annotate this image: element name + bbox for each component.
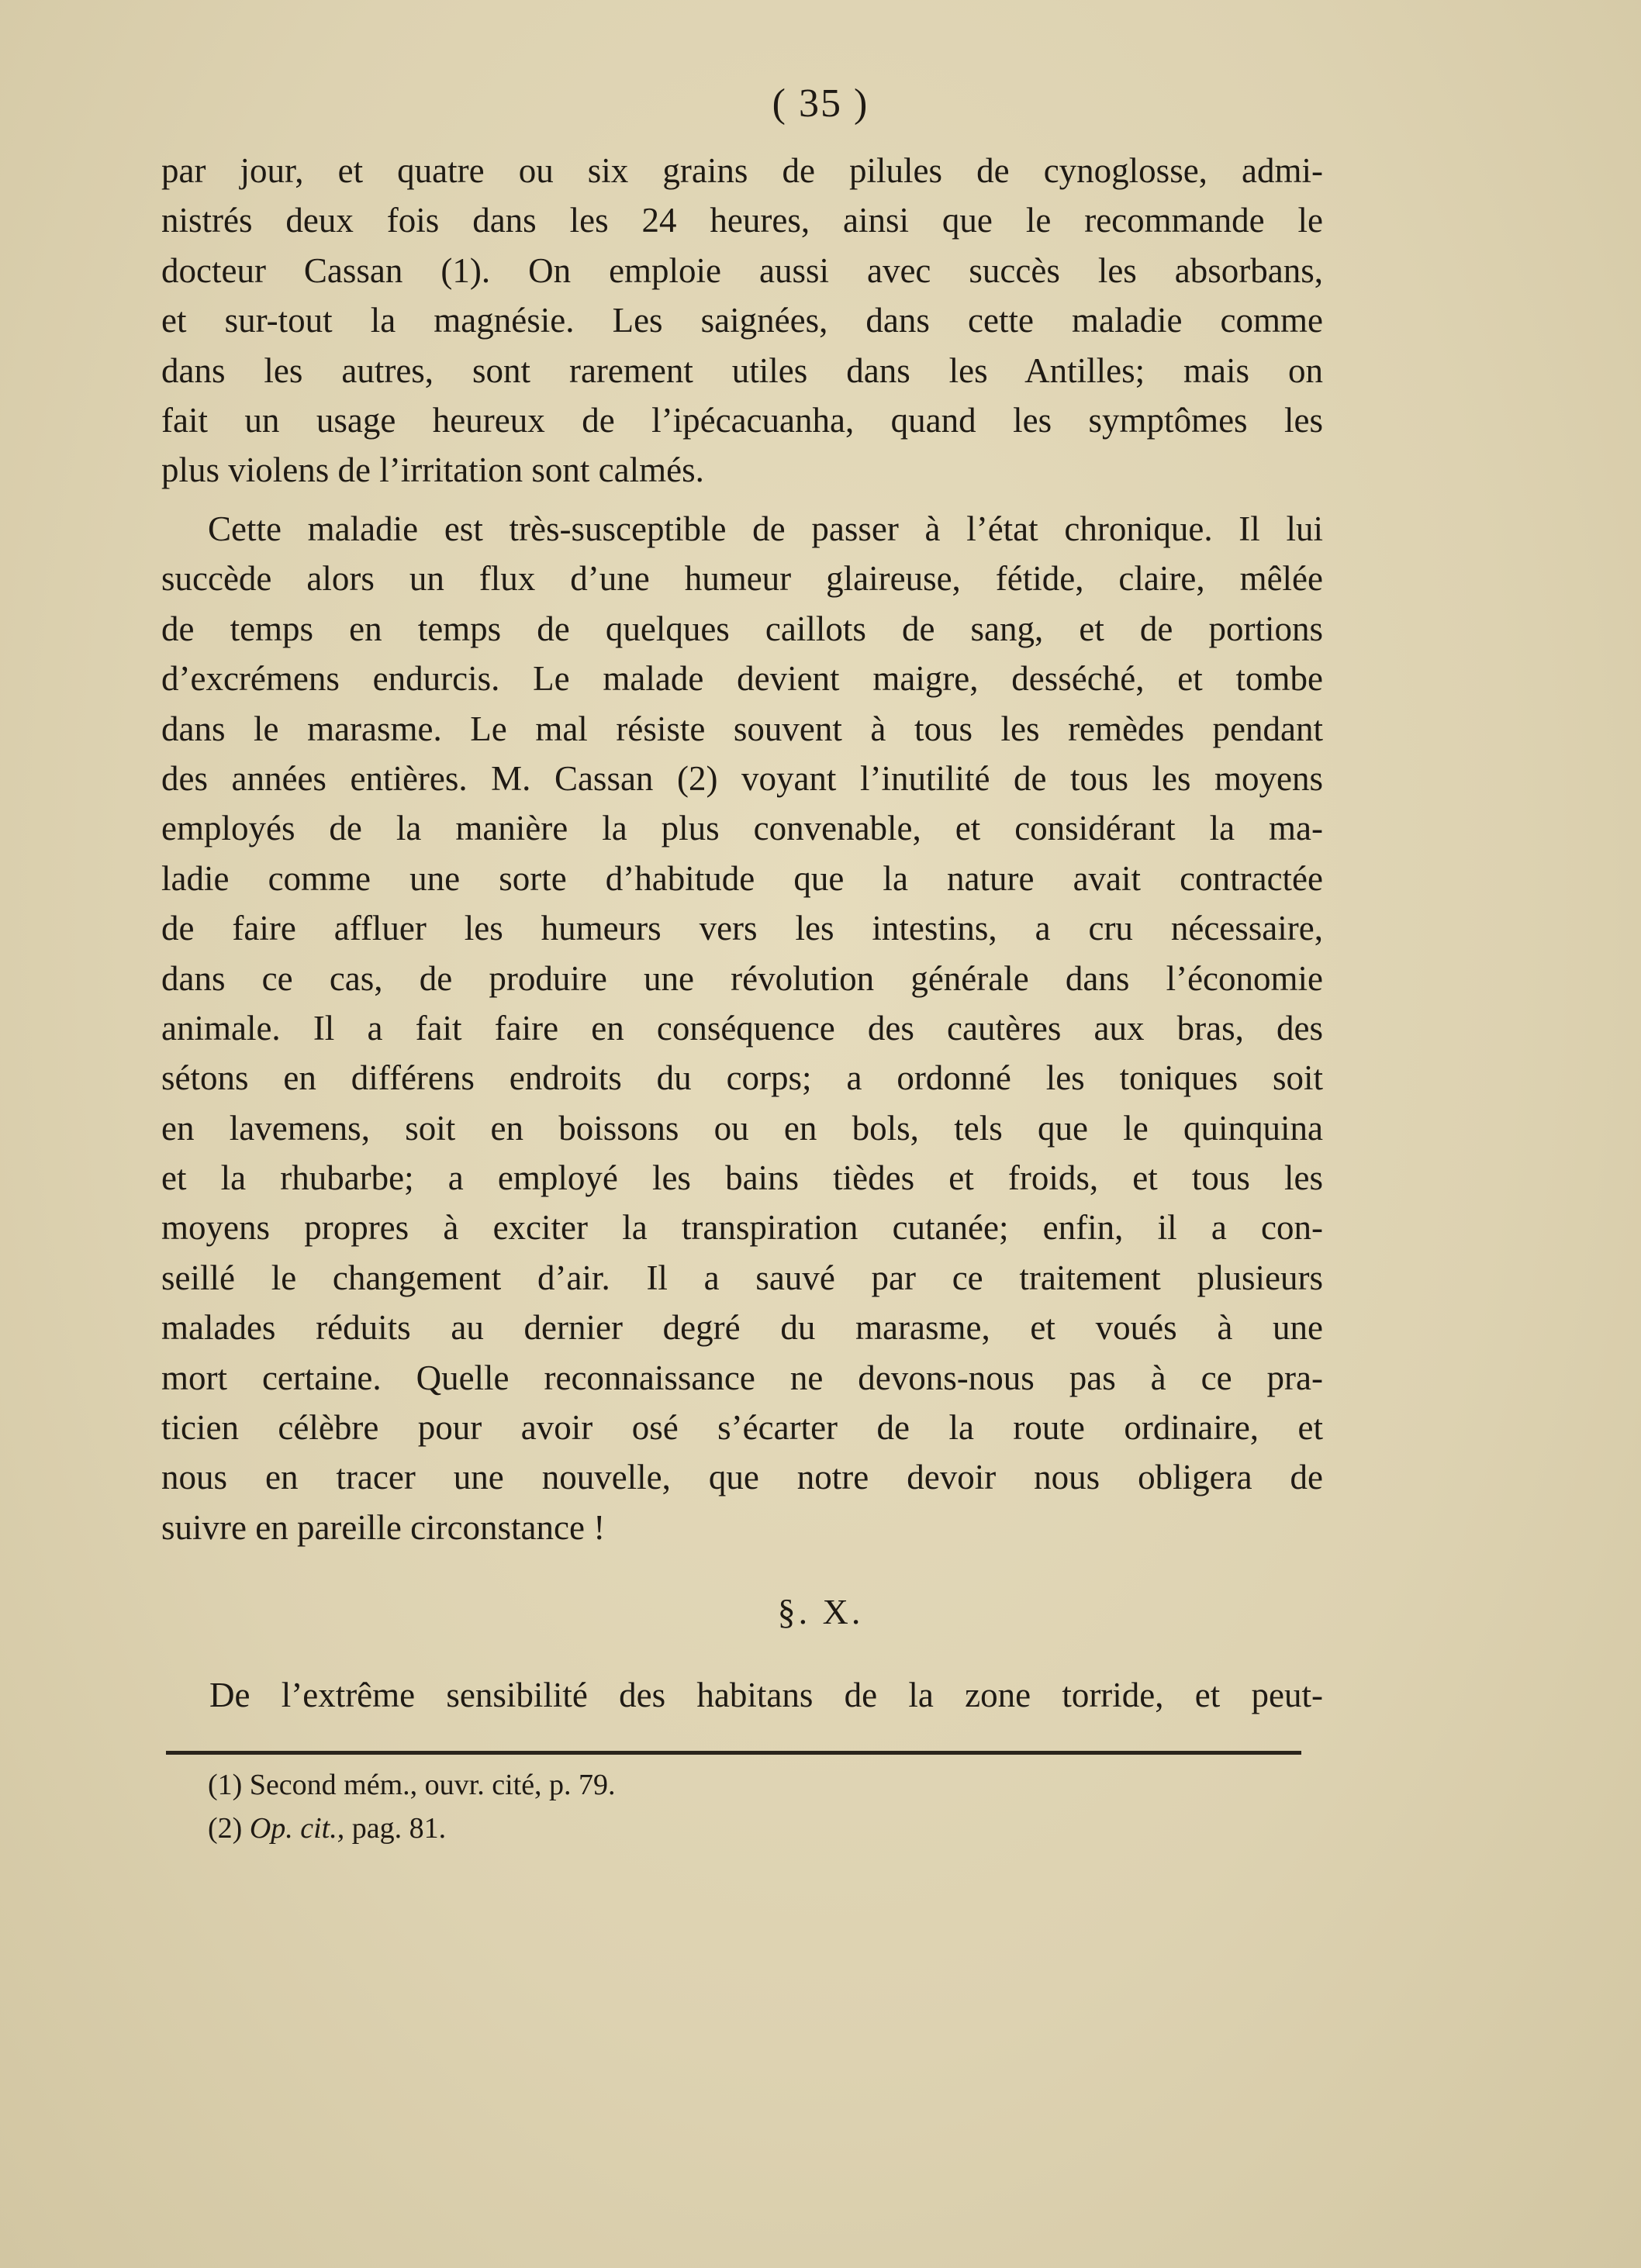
text-line: de faire affluer les humeurs vers les intestins, a cru nécessaire, — [161, 909, 1323, 948]
text-line: des années entières. M. Cassan (2) voyant l’inutilité de tous les moyens — [161, 758, 1323, 798]
text-line: dans le marasme. Le mal résiste souvent à tous les remèdes pendant — [161, 709, 1323, 748]
text-line: sétons en différens endroits du corps; a ordonné les toniques soit — [161, 1058, 1323, 1098]
text-line: plus violens de l’irritation sont calmés. — [161, 450, 704, 490]
footnote-2 — [208, 1807, 616, 1850]
paragraph-2 — [161, 504, 1323, 1552]
text-line: employés de la manière la plus convenable, et considérant la ma- — [161, 809, 1323, 848]
text-line: de temps en temps de quelques caillots de sang, et de portions — [161, 609, 1323, 648]
footnote-2-number: (2) — [208, 1812, 250, 1845]
section-heading: §. X. — [777, 1592, 864, 1631]
footnote-2-citation: Op. cit., — [249, 1812, 345, 1845]
text-line: malades réduits au dernier degré du marasme, et voués à une — [161, 1308, 1323, 1348]
text-line: dans ce cas, de produire une révolution générale dans l’économie — [161, 958, 1323, 998]
text-line: en lavemens, soit en boissons ou en bols, tels que le quinquina — [161, 1108, 1323, 1148]
text-line: ladie comme une sorte d’habitude que la nature avait contractée — [161, 858, 1323, 898]
section-title-line: De l’extrême sensibilité des habitans de la zone torride, et peut- — [209, 1676, 1323, 1714]
footnote-divider — [166, 1751, 1301, 1755]
page-number: ( 35 ) — [772, 81, 869, 126]
text-line: nistrés deux fois dans les 24 heures, ainsi que le recommande le — [161, 201, 1323, 240]
footnote-1: (1) Second mém., ouvr. cité, p. 79. — [208, 1769, 616, 1801]
footnote-2-page: pag. 81. — [344, 1812, 447, 1845]
text-line: dans les autres, sont rarement utiles dans les Antilles; mais on — [161, 350, 1323, 390]
text-line: Cette maladie est très-susceptible de passer à l’état chronique. Il lui — [208, 509, 1323, 548]
text-line: seillé le changement d’air. Il a sauvé par ce traitement plusieurs — [161, 1258, 1323, 1297]
text-line: ticien célèbre pour avoir osé s’écarter de la route ordinaire, et — [161, 1408, 1323, 1448]
text-line: nous en tracer une nouvelle, que notre devoir nous obligera de — [161, 1458, 1323, 1497]
text-line: succède alors un flux d’une humeur glaireuse, fétide, claire, mêlée — [161, 559, 1323, 599]
text-line: docteur Cassan (1). On emploie aussi avec succès les absorbans, — [161, 250, 1323, 290]
text-line: suivre en pareille circonstance ! — [161, 1507, 606, 1547]
text-line: fait un usage heureux de l’ipécacuanha, quand les symptômes les — [161, 400, 1323, 440]
text-line: mort certaine. Quelle reconnaissance ne devons-nous pas à ce pra- — [161, 1358, 1323, 1397]
text-line: d’excrémens endurcis. Le malade devient maigre, desséché, et tombe — [161, 659, 1323, 699]
text-line: par jour, et quatre ou six grains de pilules de cynoglosse, admi- — [161, 151, 1323, 190]
paragraph-1 — [161, 146, 1323, 495]
text-line: moyens propres à exciter la transpiration cutanée; enfin, il a con- — [161, 1208, 1323, 1248]
text-line: et la rhubarbe; a employé les bains tièdes et froids, et tous les — [161, 1158, 1323, 1198]
footnotes — [208, 1763, 616, 1850]
text-line: animale. Il a fait faire en conséquence des cautères aux bras, des — [161, 1008, 1323, 1048]
text-line: et sur-tout la magnésie. Les saignées, dans cette maladie comme — [161, 301, 1323, 340]
